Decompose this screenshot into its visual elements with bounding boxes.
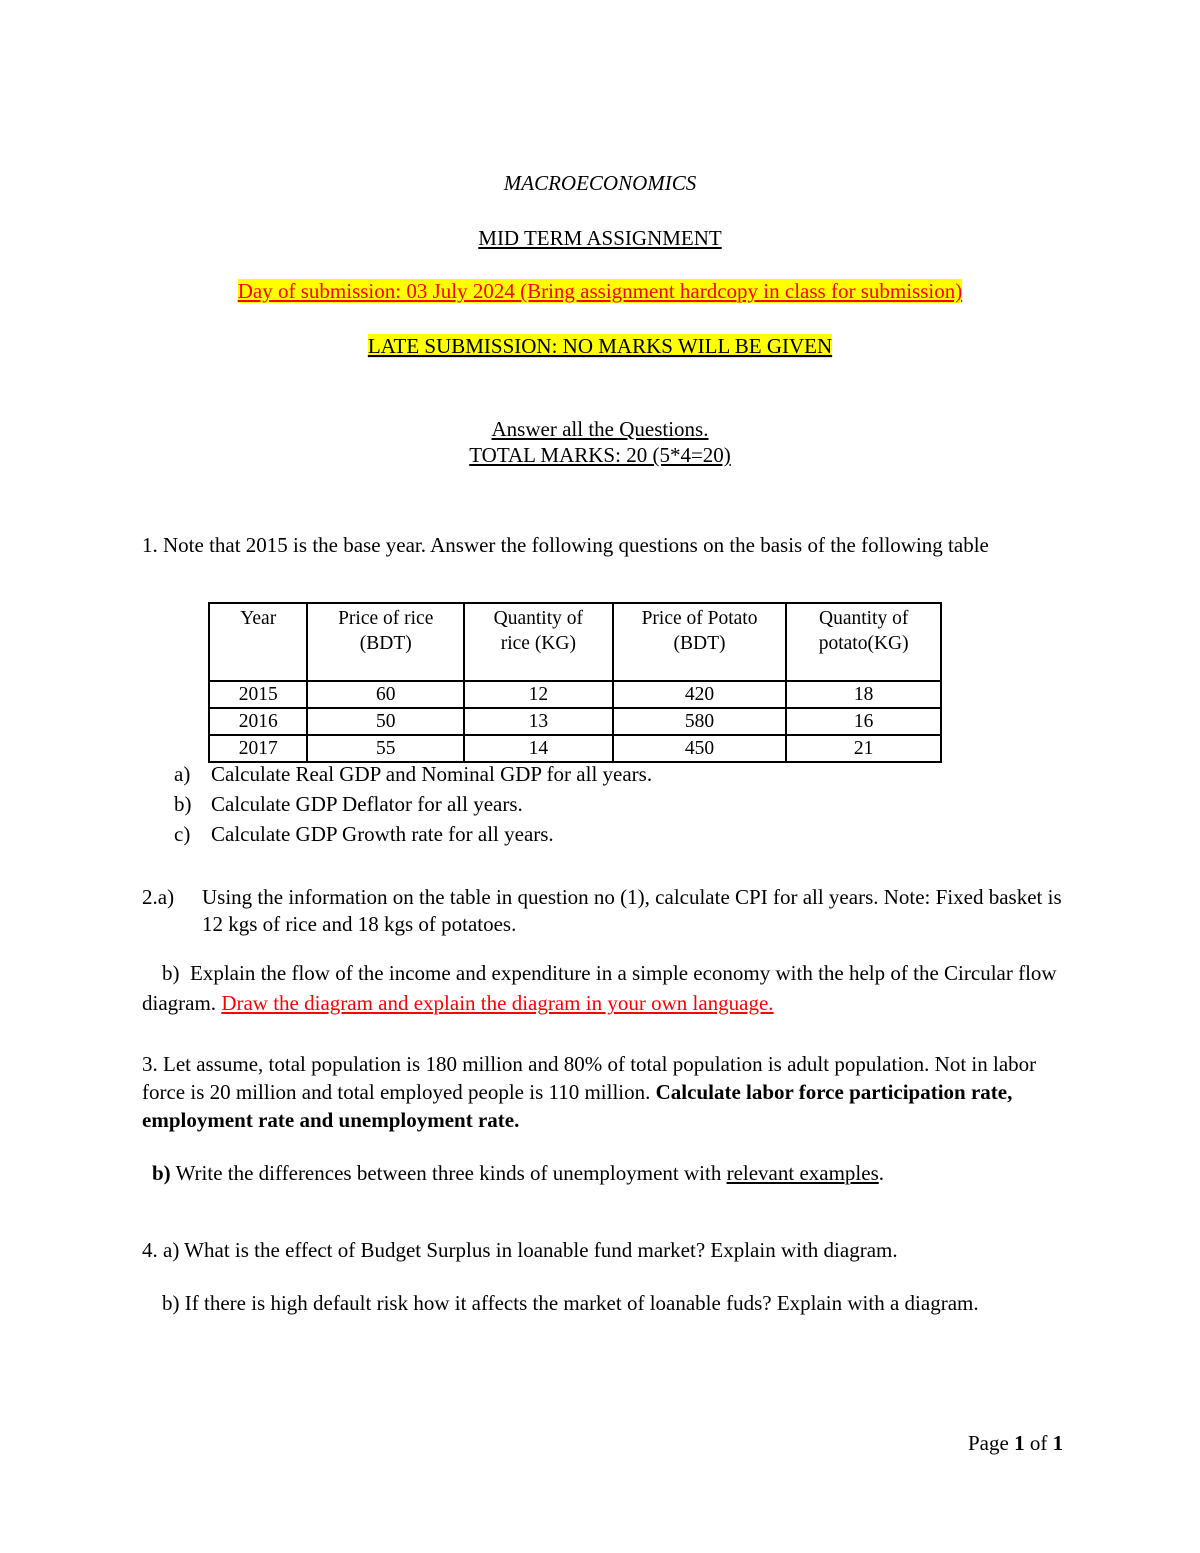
submission-date [0,278,1200,304]
question-4b [142,1288,1042,1318]
table-cell: 21 [786,735,941,762]
table-header-cell [464,603,613,681]
question-1a [174,761,652,787]
table-cell: 450 [613,735,787,762]
question-2b-label: b) [162,961,180,985]
question-4b-text: b) If there is high default risk how it affects the market of loanable fuds? Explain with a diagram. [162,1291,979,1315]
table-cell: 16 [786,708,941,735]
data-table [208,602,942,763]
table-header-cell: Year [209,603,307,681]
question-1a-text: Calculate Real GDP and Nominal GDP for all years. [211,762,653,786]
question-3b-underline: relevant examples [726,1161,879,1185]
total-marks-text: TOTAL MARKS: 20 (5*4=20) [469,443,731,467]
question-1a-label: a) [174,762,191,786]
table-cell: 2015 [209,681,307,708]
header-qty-rice: Quantity of rice (KG) [493,608,584,654]
header-price-potato: Price of Potato (BDT) [641,608,758,654]
table-cell: 60 [307,681,464,708]
late-submission-text: LATE SUBMISSION: NO MARKS WILL BE GIVEN [367,334,833,358]
question-3 [142,1050,1082,1134]
table-row [209,681,941,708]
question-2b-red-text: Draw the diagram and explain the diagram in your own language [221,991,769,1015]
question-1-text: 1. Note that 2015 is the base year. Answer the following questions on the basis of the following table [142,533,989,557]
question-3b-label: b) [152,1161,171,1185]
question-1b-text: Calculate GDP Deflator for all years. [211,792,523,816]
question-3b [152,1160,884,1186]
late-submission-notice [0,333,1200,359]
question-2a-label: 2.a) [142,885,175,909]
table-cell: 12 [464,681,613,708]
table-cell: 18 [786,681,941,708]
total-marks [0,442,1200,468]
question-3b-end: . [878,1161,885,1185]
table-header-cell [786,603,941,681]
table-header-cell [307,603,464,681]
question-2b [142,958,1092,1018]
question-4a: 4. a) What is the effect of Budget Surplus in loanable fund market? Explain with diagram. [142,1238,898,1262]
question-3-text: 3. Let assume, total population is 180 million and 80% of total population is adult population. Not in labor force is 20 million and total employed people is 110 million. [142,1052,1037,1104]
table-cell: 2017 [209,735,307,762]
page-footer [968,1430,1063,1456]
question-1b [174,791,523,817]
page-word: Page [968,1431,1009,1455]
question-2b-end: . [768,991,774,1015]
table-header-row [209,603,941,681]
question-3b-text: Write the differences between three kinds of unemployment with [175,1161,722,1185]
question-1b-label: b) [174,792,192,816]
assignment-title-text: MID TERM ASSIGNMENT [478,226,722,250]
table-cell: 13 [464,708,613,735]
header-price-rice: Price of rice (BDT) [338,608,434,654]
course-title: MACROECONOMICS [503,171,697,195]
table-cell: 580 [613,708,787,735]
question-1c-label: c) [174,822,191,846]
page-number: 1 [1014,1431,1025,1455]
header-qty-potato: Quantity of potato(KG) [818,608,909,654]
table-cell: 2016 [209,708,307,735]
question-3-bold: Calculate labor force participation rate, employment rate and unemployment rate. [142,1080,1013,1132]
table-header-cell [613,603,787,681]
assignment-title [0,225,1200,251]
of-word: of [1029,1431,1048,1455]
submission-date-text: Day of submission: 03 July 2024 (Bring assignment hardcopy in class for submission) [237,279,963,303]
table-cell: 14 [464,735,613,762]
answer-all-text: Answer all the Questions. [491,417,709,441]
answer-all-instruction [0,416,1200,442]
question-2b-text: Explain the flow of the income and expenditure in a simple economy with the help of the Circular flow diagram. [142,961,1057,1015]
table-row [209,735,941,762]
question-2a-text: Using the information on the table in question no (1), calculate CPI for all years. Note: Fixed basket is 12 kgs of rice and 18 kgs of potatoes. [202,885,1062,936]
page-total: 1 [1052,1431,1064,1455]
question-1c [174,821,554,847]
table-cell: 55 [307,735,464,762]
table-row [209,708,941,735]
table-cell: 420 [613,681,787,708]
question-1c-text: Calculate GDP Growth rate for all years. [211,822,554,846]
table-cell: 50 [307,708,464,735]
